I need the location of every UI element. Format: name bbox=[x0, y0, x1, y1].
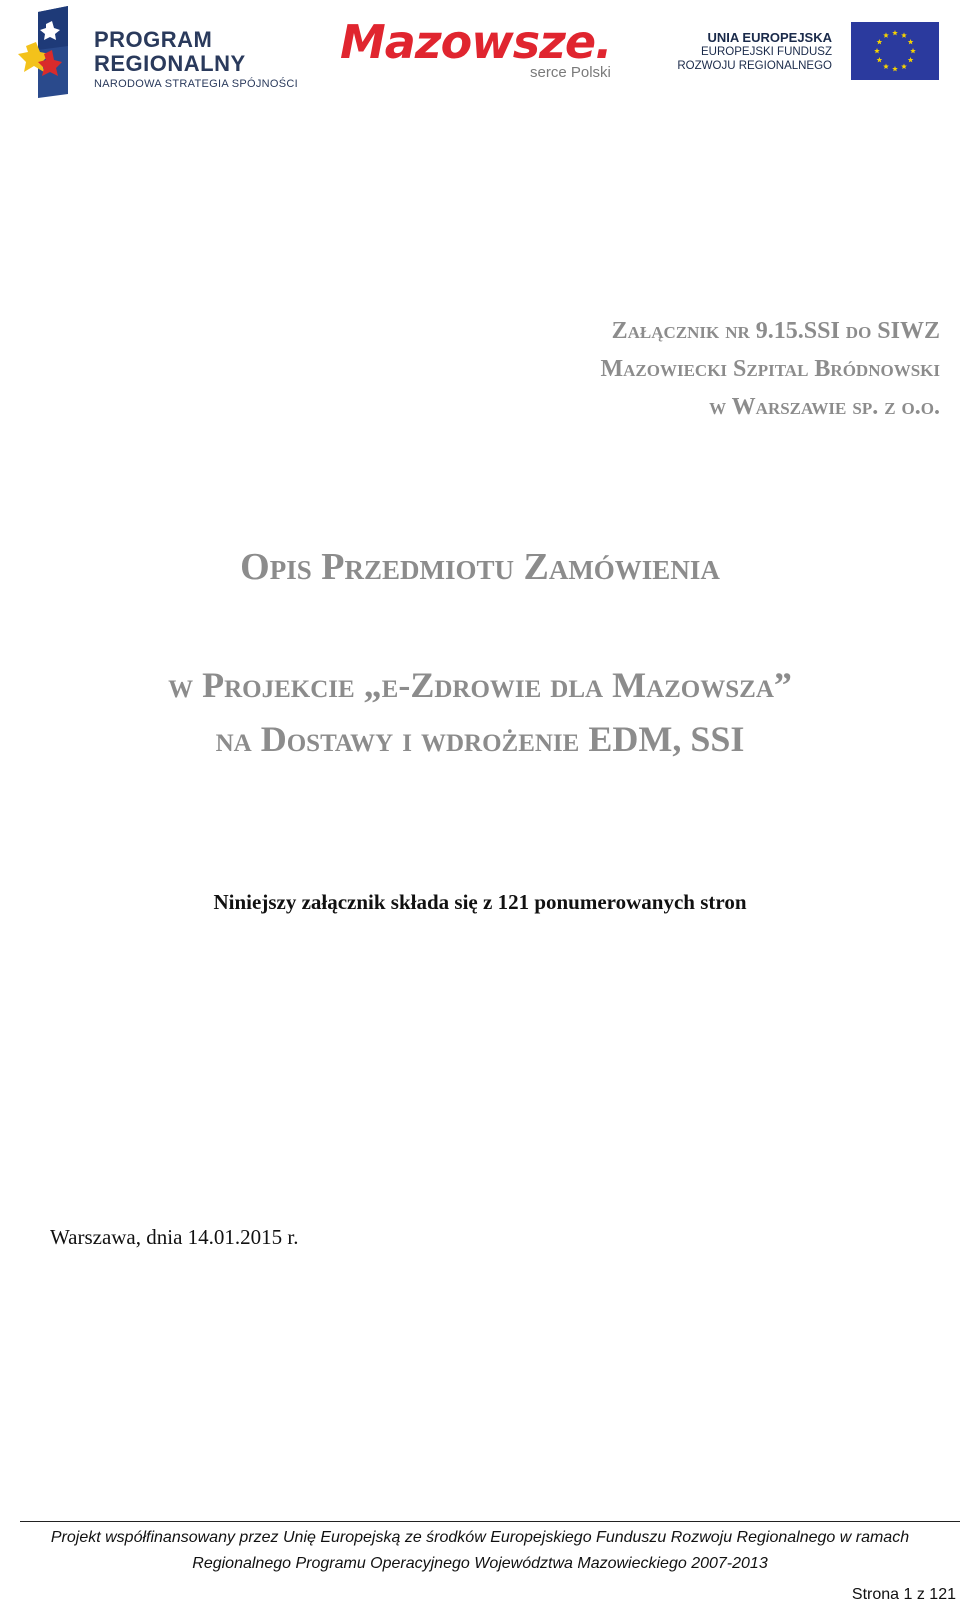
program-regionalny-emblem-icon bbox=[16, 6, 86, 98]
eu-logo-text bbox=[650, 30, 832, 73]
eu-logo-line2: EUROPEJSKI FUNDUSZ bbox=[701, 46, 832, 58]
document-date: Warszawa, dnia 14.01.2015 r. bbox=[50, 1225, 299, 1249]
program-logo-line3: NARODOWA STRATEGIA SPÓJNOŚCI bbox=[94, 78, 298, 90]
mazowsze-tagline: serce Polski bbox=[530, 64, 611, 81]
footer-line1: Projekt współfinansowany przez Unię Europejską ze środków Europejskiego Funduszu Rozwoju Regionalnego w ramach bbox=[50, 1529, 910, 1546]
page-count-note: Niniejszy załącznik składa się z 121 ponumerowanych stron bbox=[213, 890, 747, 914]
reference-block bbox=[600, 312, 940, 426]
document-subtitle bbox=[0, 658, 960, 766]
program-regionalny-logo bbox=[16, 6, 306, 98]
document-title: Opis Przedmiotu Zamówienia bbox=[240, 546, 720, 588]
reference-line3: w Warszawie sp. z o.o. bbox=[709, 394, 940, 420]
mazowsze-wordmark: Mazowsze. bbox=[340, 15, 612, 69]
footer-line2: Regionalnego Programu Operacyjnego Województwa Mazowieckiego 2007-2013 bbox=[192, 1555, 768, 1572]
program-logo-line2: REGIONALNY bbox=[94, 51, 246, 76]
reference-line1: Załącznik nr 9.15.SSI do SIWZ bbox=[611, 318, 940, 344]
subtitle-line1: w Projekcie „e-Zdrowie dla Mazowsza” bbox=[168, 665, 792, 705]
mazowsze-logo bbox=[340, 14, 640, 90]
footer-divider bbox=[20, 1521, 960, 1522]
reference-line2: Mazowiecki Szpital Bródnowski bbox=[600, 356, 940, 382]
eu-logo-line1: UNIA EUROPEJSKA bbox=[707, 30, 832, 45]
eu-logo-line3: ROZWOJU REGIONALNEGO bbox=[677, 60, 832, 72]
eu-flag-icon bbox=[851, 22, 939, 80]
footer-funding-text bbox=[0, 1525, 960, 1577]
program-logo-line1: PROGRAM bbox=[94, 27, 213, 52]
subtitle-line2: na Dostawy i wdrożenie EDM, SSI bbox=[215, 719, 745, 759]
page-number: Strona 1 z 121 bbox=[851, 1586, 956, 1603]
